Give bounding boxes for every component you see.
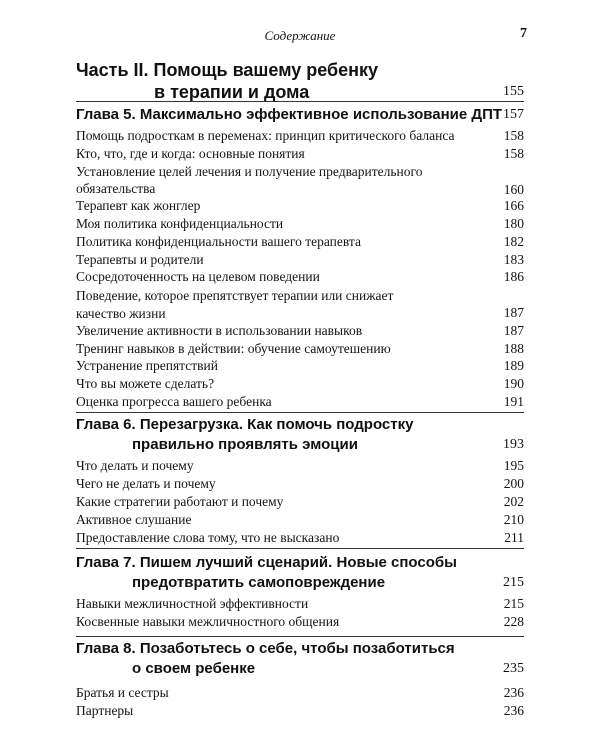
entry-title: Предоставление слова тому, что не высказано <box>76 530 340 545</box>
toc-entry <box>76 394 524 410</box>
toc-entry <box>76 376 524 392</box>
entry-page: 189 <box>503 358 524 373</box>
chapter-page: 193 <box>503 437 524 452</box>
entry-page: 200 <box>503 476 524 491</box>
toc-entry <box>76 146 524 162</box>
toc-entry <box>76 596 524 612</box>
running-head-title: Содержание <box>264 28 336 43</box>
entry-page: 210 <box>503 512 524 527</box>
chapter-heading <box>76 640 524 680</box>
entry-page: 195 <box>503 458 524 473</box>
entry-page: 180 <box>503 216 524 231</box>
part-heading-line2: в терапии и дома <box>154 82 310 102</box>
entry-page: 187 <box>503 323 524 338</box>
entry-page: 183 <box>503 252 524 267</box>
entry-page: 191 <box>503 394 524 409</box>
chapter-title-line2: правильно проявлять эмоции <box>132 436 358 453</box>
entry-page: 211 <box>504 530 524 545</box>
entry-title: Терапевт как жонглер <box>76 198 201 213</box>
toc-entry <box>76 685 524 701</box>
chapter-title: Глава 5. Максимально эффективное использование ДПТ <box>76 106 503 123</box>
chapter-title-line2: предотвратить самоповреждение <box>132 574 386 591</box>
toc-entry <box>76 216 524 232</box>
entry-title: Помощь подросткам в переменах: принцип критического баланса <box>76 128 455 143</box>
entry-page: 182 <box>503 234 524 249</box>
entry-title: Братья и сестры <box>76 685 169 700</box>
entry-page: 188 <box>503 341 524 356</box>
toc-entry <box>76 358 524 374</box>
toc-entry <box>76 198 524 214</box>
divider <box>76 101 524 102</box>
chapter-page: 235 <box>503 661 524 676</box>
entry-page: 158 <box>503 146 524 161</box>
toc-entry <box>76 252 524 268</box>
entry-title-line2: качество жизни <box>76 306 166 321</box>
toc-entry <box>76 234 524 250</box>
entry-page: 236 <box>503 685 524 700</box>
entry-title: Устранение препятствий <box>76 358 218 373</box>
entry-page: 190 <box>503 376 524 391</box>
toc-entry <box>76 341 524 357</box>
entry-title: Терапевты и родители <box>76 252 204 267</box>
toc-entry <box>76 614 524 630</box>
entry-page: 158 <box>503 128 524 143</box>
chapter-title-line2: о своем ребенке <box>132 660 256 677</box>
part-heading-line1: Часть II. Помощь вашему ребенку <box>76 60 379 80</box>
entry-page: 187 <box>503 305 524 320</box>
entry-page: 215 <box>503 596 524 611</box>
entry-title: Сосредоточенность на целевом поведении <box>76 269 320 284</box>
toc-entry <box>76 494 524 510</box>
toc-entry <box>76 269 524 285</box>
entry-title: Что делать и почему <box>76 458 194 473</box>
chapter-heading <box>76 416 524 456</box>
part-heading <box>76 60 524 104</box>
toc-entry <box>76 164 524 198</box>
entry-title-line1: Поведение, которое препятствует терапии или снижает <box>76 288 394 303</box>
entry-page: 236 <box>503 703 524 718</box>
divider <box>76 412 524 413</box>
entry-title: Оценка прогресса вашего ребенка <box>76 394 272 409</box>
chapter-page: 157 <box>503 107 524 122</box>
entry-page: 202 <box>503 494 524 509</box>
entry-title: Увеличение активности в использовании навыков <box>76 323 363 338</box>
chapter-title-line1: Глава 8. Позаботьтесь о себе, чтобы позаботиться <box>76 640 455 657</box>
entry-page: 160 <box>503 182 524 197</box>
entry-page: 166 <box>503 198 524 213</box>
entry-title: Что вы можете сделать? <box>76 376 215 391</box>
toc-entry <box>76 703 524 719</box>
entry-title-line1: Установление целей лечения и получение предварительного <box>76 164 423 179</box>
entry-title: Тренинг навыков в действии: обучение самоутешению <box>76 341 391 356</box>
toc-entry <box>76 458 524 474</box>
entry-title: Чего не делать и почему <box>76 476 216 491</box>
entry-title: Навыки межличностной эффективности <box>76 596 309 611</box>
toc-entry <box>76 323 524 339</box>
entry-title: Партнеры <box>76 703 134 718</box>
toc-entry <box>76 476 524 492</box>
part-page: 155 <box>503 84 524 99</box>
entry-title: Кто, что, где и когда: основные понятия <box>76 146 305 161</box>
entry-page: 186 <box>503 269 524 284</box>
toc-entry <box>76 288 524 322</box>
entry-title: Какие стратегии работают и почему <box>76 494 284 509</box>
entry-title: Моя политика конфиденциальности <box>76 216 284 231</box>
entry-page: 228 <box>503 614 524 629</box>
divider <box>76 636 524 637</box>
toc-entry <box>76 512 524 528</box>
chapter-page: 215 <box>503 575 524 590</box>
entry-title: Политика конфиденциальности вашего терапевта <box>76 234 361 249</box>
chapter-heading <box>76 106 524 126</box>
toc-entry <box>76 128 524 144</box>
chapter-heading <box>76 554 524 594</box>
divider <box>76 548 524 549</box>
chapter-title-line1: Глава 7. Пишем лучший сценарий. Новые способы <box>76 554 457 571</box>
chapter-title-line1: Глава 6. Перезагрузка. Как помочь подростку <box>76 416 414 433</box>
entry-title: Активное слушание <box>76 512 192 527</box>
page-number: 7 <box>520 26 527 41</box>
toc-entry <box>76 530 524 546</box>
entry-title: Косвенные навыки межличностного общения <box>76 614 340 629</box>
entry-title-line2: обязательства <box>76 181 156 196</box>
